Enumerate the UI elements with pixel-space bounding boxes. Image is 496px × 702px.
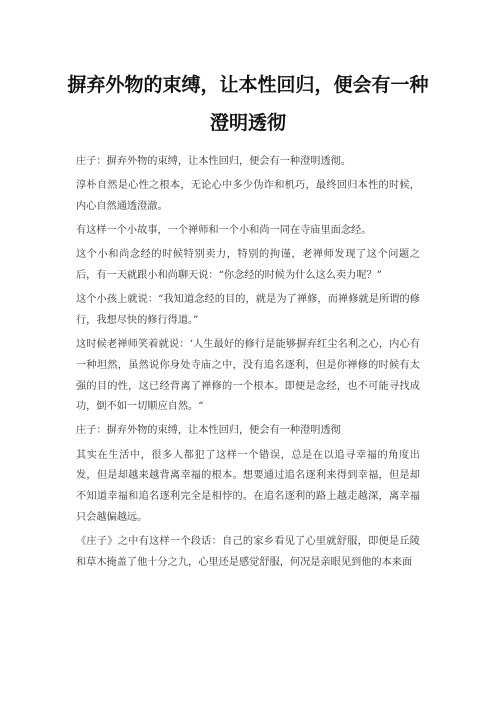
paragraph: 这个小和尚念经的时候特别卖力，特别的拘谨，老禅师发现了这个问题之后，有一天就跟小和尚聊天说：“你念经的时候为什么这么卖力呢？” [76, 249, 420, 282]
paragraph: 这时候老禅师笑着就说：‘人生最好的修行是能够摒弃红尘名利之心，内心有一种坦然，虽然说你身处寺庙之中，没有追名逐利，但是你禅修的时候有太强的目的性，这已经背离了禅修的一个根本。即便是念经，也不可能寻找成功，倒不如一切顺应自然。“ [76, 339, 420, 413]
paragraph: 淳朴自然是心性之根本，无论心中多少伪诈和机巧，最终回归本性的时候，内心自然通透澄澈。 [76, 180, 420, 212]
title-line-2: 澄明透彻 [209, 112, 286, 134]
paragraph: 这个小孩上就说：“我知道念经的目的，就是为了禅修，而禅修就是所谓的修行，我想尽快的修行得道。” [76, 294, 420, 326]
document-body [76, 152, 420, 577]
title-line-1: 摒弃外物的束缚，让本性回归，便会有一种 [67, 74, 429, 96]
paragraph: 有这样一个小故事，一个禅师和一个小和尚一同在寺庙里面念经。 [76, 225, 372, 237]
paragraph: 庄子：摒弃外物的束缚，让本性回归，便会有一种澄明透彻。 [76, 156, 352, 167]
document-title [0, 66, 496, 142]
paragraph: 《庄子》之中有这样一个段话：自己的家乡看见了心里就舒服，即便是丘陵和草木掩盖了他十分之九，心里还是感觉舒服，何况是亲眼见到他的本来面 [76, 535, 420, 568]
paragraph: 庄子：摒弃外物的束缚，让本性回归，便会有一种澄明透彻 [76, 425, 341, 437]
paragraph: 其实在生活中，很多人都犯了这样一个错误，总是在以追寻幸福的角度出发，但是却越来越背离幸福的根本。想要通过追名逐利来得到幸福，但是却不知道幸福和追名逐利完全是相悖的。在追名逐利的路上越走越深，离幸福只会越偏越远。 [76, 449, 420, 523]
